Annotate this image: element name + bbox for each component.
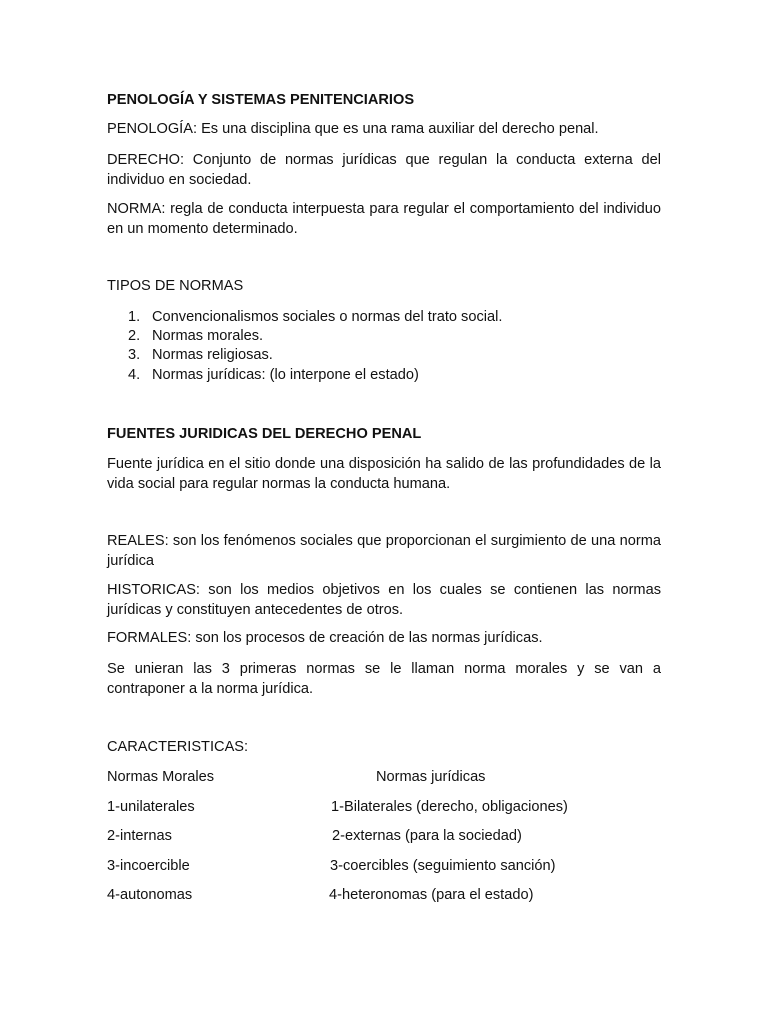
juridica-trait: 1-Bilaterales (derecho, obligaciones) [331, 799, 568, 815]
list-item [128, 366, 419, 385]
tipos-heading: TIPOS DE NORMAS [107, 278, 244, 294]
list-number: 3. [128, 347, 141, 363]
paragraph-derecho: DERECHO: Conjunto de normas jurídicas que regulan la conducta externa del individuo en sociedad. [107, 152, 661, 188]
moral-trait: 3-incoercible [107, 858, 190, 874]
list-text: Normas religiosas. [152, 347, 273, 363]
list-number: 1. [128, 309, 141, 325]
moral-trait: 2-internas [107, 828, 172, 844]
paragraph-historicas: HISTORICAS: son los medios objetivos en los cuales se contienen las normas jurídicas y constituyen antecedentes de otros. [107, 582, 661, 618]
paragraph-fuente-juridica: Fuente jurídica en el sitio donde una disposición ha salido de las profundidades de la vida social para regular normas la conducta humana. [107, 456, 661, 492]
list-text: Convencionalismos sociales o normas del trato social. [152, 309, 503, 325]
section-title-penologia: PENOLOGÍA Y SISTEMAS PENITENCIARIOS [107, 92, 415, 108]
section-title-fuentes: FUENTES JURIDICAS DEL DERECHO PENAL [107, 426, 422, 442]
list-number: 4. [128, 367, 141, 383]
paragraph-norma: NORMA: regla de conducta interpuesta para regular el comportamiento del individuo en un momento determinado. [107, 201, 661, 237]
juridica-trait: 4-heteronomas (para el estado) [329, 887, 534, 903]
list-number: 2. [128, 328, 141, 344]
paragraph-reales: REALES: son los fenómenos sociales que proporcionan el surgimiento de una norma jurídica [107, 533, 661, 569]
paragraph-union-normas: Se unieran las 3 primeras normas se le llaman norma morales y se van a contraponer a la norma jurídica. [107, 661, 661, 697]
list-item [128, 346, 273, 365]
list-item [128, 308, 502, 327]
paragraph-formales: FORMALES: son los procesos de creación de las normas jurídicas. [107, 630, 543, 646]
moral-trait: 1-unilaterales [107, 799, 195, 815]
list-item [128, 327, 263, 346]
column-header-juridicas: Normas jurídicas [376, 769, 486, 785]
juridica-trait: 3-coercibles (seguimiento sanción) [330, 858, 556, 874]
paragraph-penologia: PENOLOGÍA: Es una disciplina que es una rama auxiliar del derecho penal. [107, 121, 599, 137]
caracteristicas-heading: CARACTERISTICAS: [107, 739, 249, 755]
column-header-morales: Normas Morales [107, 769, 215, 785]
list-text: Normas morales. [152, 328, 264, 344]
moral-trait: 4-autonomas [107, 887, 193, 903]
list-text: Normas jurídicas: (lo interpone el estado) [152, 367, 419, 383]
juridica-trait: 2-externas (para la sociedad) [332, 828, 522, 844]
